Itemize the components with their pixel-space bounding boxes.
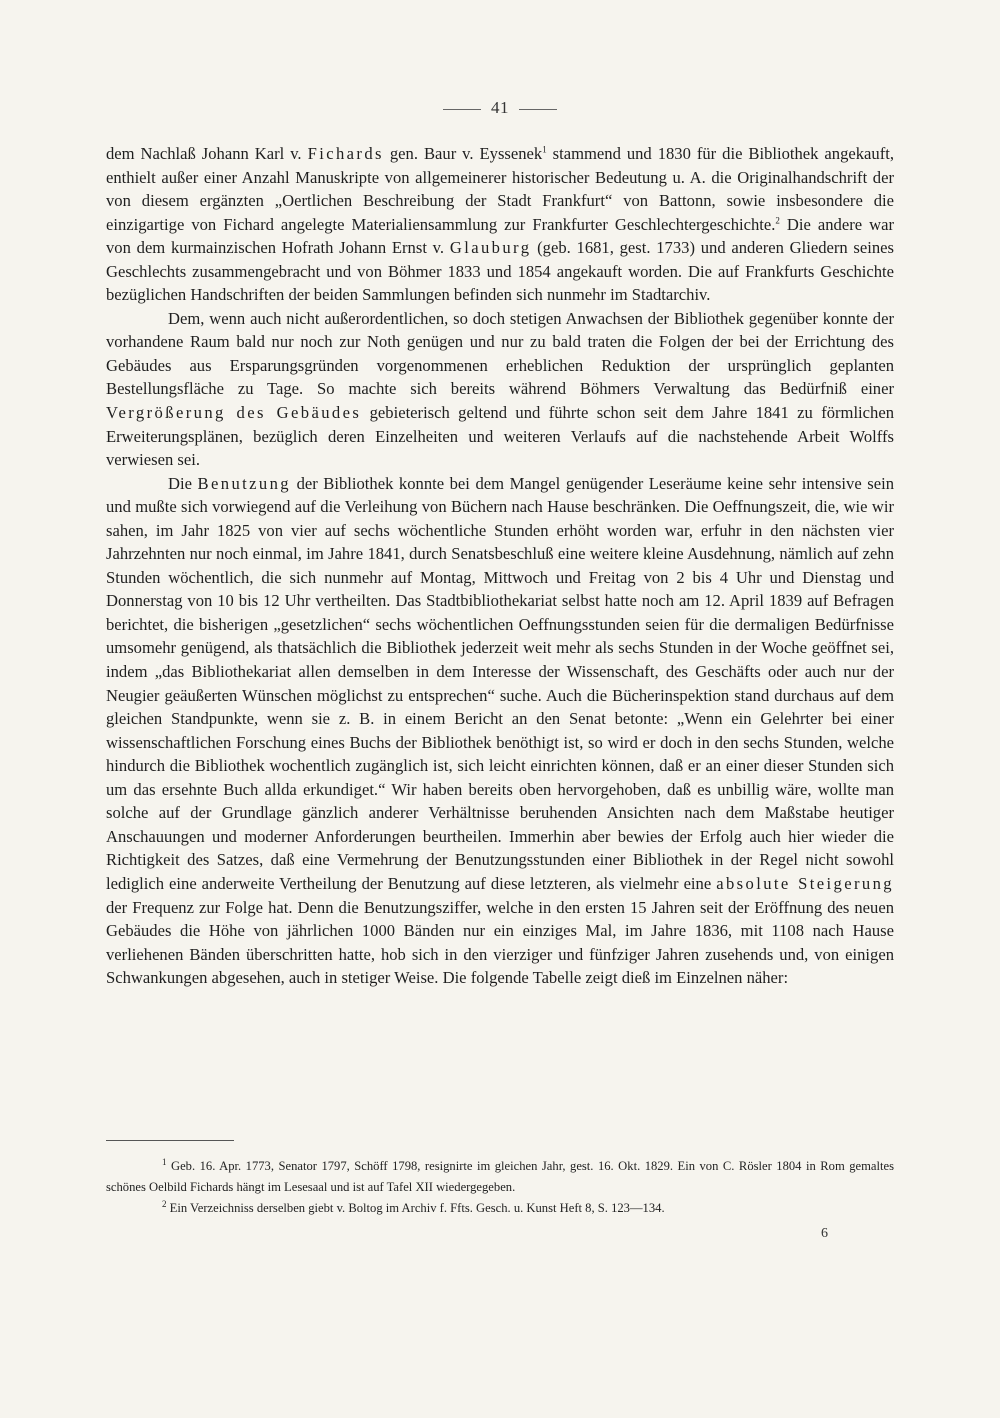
footnotes: [106, 1156, 894, 1219]
text-run: Die andere war von dem kurmainzischen Hofrath Johann Ernst v.: [106, 214, 894, 258]
spaced-emphasis: Benutzung: [197, 473, 292, 493]
spaced-emphasis: Vergrößerung des Gebäudes: [106, 403, 362, 423]
footnote-text: Ein Verzeichniss derselben giebt v. Boltog im Archiv f. Ffts. Gesch. u. Kunst Heft 8, S. 123—134.: [166, 1201, 665, 1215]
text-run: der Frequenz zur Folge hat. Denn die Benutzungsziffer, welche in den ersten 15 Jahren seit der Eröffnung des neuen Gebäudes die Höhe von jährlichen 1000 Bänden nur ein einziges Mal, im Jahre 1836, mit 1108 nach Hause verliehenen Bänden überschritten hatte, hob sich in den vierziger und fünfziger Jahren zusehends und, von einigen Schwankungen abgesehen, auch in stetiger Weise. Die folgende Tabelle zeigt dieß im Einzelnen näher:: [106, 897, 894, 988]
page-header: [0, 98, 1000, 118]
header-dash-right: [519, 109, 557, 110]
footnote-2: [106, 1198, 894, 1219]
footnote-1: [106, 1156, 894, 1198]
text-run: Dem, wenn auch nicht außerordentlichen, so doch stetigen Anwachsen der Bibliothek gegenüber konnte der vorhandene Raum bald nur noch zur Noth genügen und nur zu bald traten die Folgen der bei der Errichtung des Gebäudes aus Ersparungsgründen vorgenommenen erheblichen Reduktion der ursprünglich geplanten Bestellungsfläche zu Tage. So machte sich bereits während Böhmers Verwaltung das Bedürfniß einer: [106, 308, 894, 399]
footnote-divider: [106, 1140, 234, 1141]
page-number: 41: [491, 98, 509, 117]
body-text: [106, 142, 894, 990]
footnote-mark: 2: [162, 1198, 167, 1209]
spaced-emphasis: absolute Steigerung: [716, 873, 894, 893]
text-run: gebieterisch geltend und führte schon seit dem Jahre 1841 zu förmlichen Erweiterungsplänen, bezüglich deren Einzelheiten und weiteren Verlaufs auf die nachstehende Arbeit Wolffs verwiesen sei.: [106, 403, 894, 470]
text-run: dem Nachlaß Johann Karl v.: [106, 144, 308, 163]
footnote-ref-1: 1: [542, 144, 547, 155]
text-run: Die: [168, 473, 198, 493]
text-run: stammend und 1830 für die Bibliothek angekauft, enthielt außer einer Anzahl Manuskripte von allgemeinerer historischer Bedeutung u. A. die Originalhandschrift der von diesem ergänzten „Oertlichen Beschreibung der Stadt Frankfurt“ von Battonn, sowie insbesondere die einzigartige von Fichard angelegte Materialiensammlung zur Frankfurter Geschlechtergeschichte.: [106, 144, 895, 234]
header-dash-left: [443, 109, 481, 110]
text-run: (geb. 1681, gest. 1733) und anderen Gliedern seines Geschlechts zusammengebracht und von Böhmer 1833 und 1854 angekauft worden. Die auf Frankfurts Geschichte bezüglichen Handschriften der beiden Sammlungen befinden sich nunmehr im Stadtarchiv.: [106, 238, 894, 305]
text-run: gen. Baur v. Eyssenek: [383, 144, 543, 163]
printer-signature: 6: [821, 1226, 828, 1241]
footnote-text: Geb. 16. Apr. 1773, Senator 1797, Schöff 1798, resignirte im gleichen Jahr, gest. 16. Okt. 1829. Ein von C. Rösler 1804 in Rom gemaltes schönes Oelbild Fichards hängt im Lesesaal und ist auf Tafel XII wiedergegeben.: [106, 1159, 894, 1194]
spaced-name-fichards: Fichards: [307, 144, 384, 163]
footnote-ref-2: 2: [775, 215, 780, 226]
paragraph-2: [106, 307, 894, 472]
spaced-name-glauburg: Glauburg: [449, 238, 532, 258]
footnote-mark: 1: [162, 1156, 167, 1167]
text-run: der Bibliothek konnte bei dem Mangel genügender Leseräume keine sehr intensive sein und mußte sich vorwiegend auf die Verleihung von Büchern nach Hause beschränken. Die Oeffnungszeit, die, wie wir sahen, im Jahr 1825 von vier auf sechs wöchentliche Stunden erhöht worden war, erfuhr in den nächsten vier Jahrzehnten nur noch einmal, im Jahre 1841, durch Senatsbeschluß eine weitere kleine Ausdehnung, nämlich auf zehn Stunden wöchentlich, die sich nunmehr auf Montag, Mittwoch und Freitag von 2 bis 4 Uhr und Dienstag und Donnerstag von 10 bis 12 Uhr vertheilten. Das Stadtbibliothekariat selbst hatte noch am 12. April 1839 auf Befragen berichtet, die bisherigen „gesetzlichen“ sechs wöchentlichen Oeffnungsstunden seien für die dermaligen Bedürfnisse umsomehr genügend, als thatsächlich die Bibliothek jederzeit weit mehr als sechs Stunden in der Woche geöffnet sei, indem „das Bibliothekariat allen demselben in dem Interesse der Wissenschaft, des Geschäfts oder auch nur der Neugier geäußerten Wünschen möglichst zu entsprechen“ suche. Auch die Bücherinspektion stand durchaus auf dem gleichen Standpunkte, wenn sie z. B. in einem Bericht an den Senat betonte: „Wenn ein Gelehrter bei einer wissenschaftlichen Forschung eines Buchs der Bibliothek benöthigt ist, so wird er doch in den sechs Stunden, welche hindurch die Bibliothek wochentlich zugänglich ist, sich leicht einrichten können, daß er an einer dieser Stunden sich um das ersehnte Buch allda erkundiget.“ Wir haben bereits oben hervorgehoben, daß es unbillig wäre, wollte man solche auf der Grundlage gänzlich anderer Verhältnisse beruhenden Ansichten nach dem Maßstabe heutiger Anschauungen und moderner Anforderungen beurtheilen. Immerhin aber bewies der Erfolg auch hier wieder die Richtigkeit des Satzes, daß eine Vermehrung der Benutzungsstunden einer Bibliothek in der Regel nicht sowohl lediglich eine anderweite Vertheilung der Benutzung auf diese letzteren, als vielmehr eine: [106, 473, 894, 893]
paragraph-3: [106, 472, 894, 990]
paragraph-1: [106, 142, 894, 307]
